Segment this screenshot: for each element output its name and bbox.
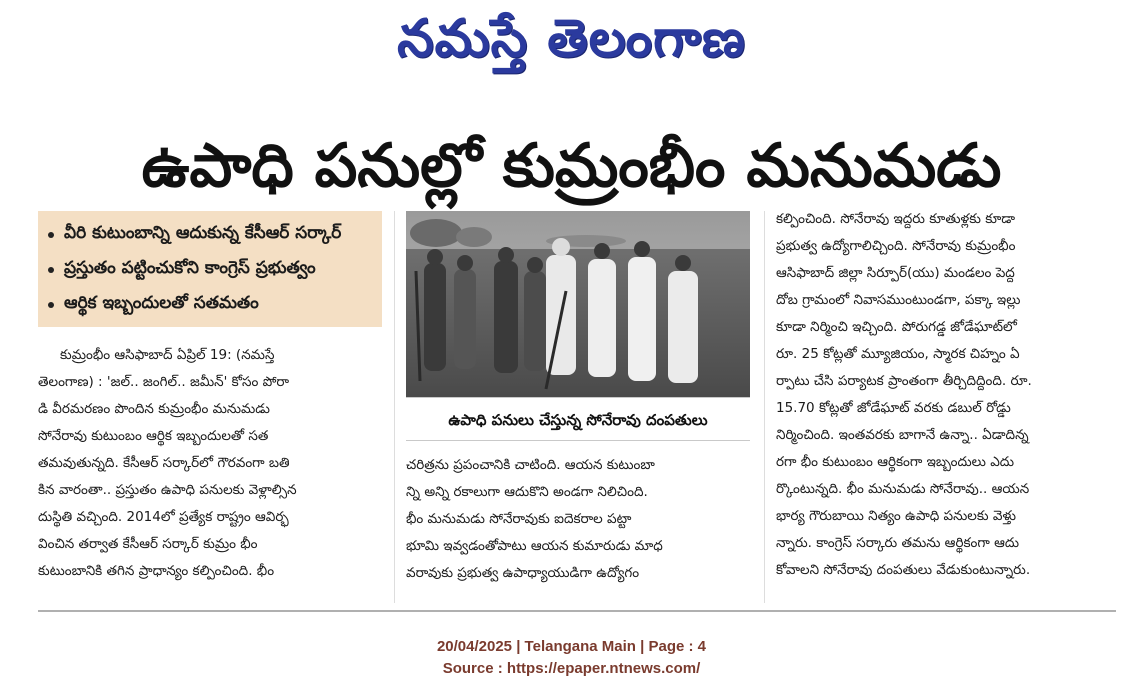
highlight-text: ఆర్థిక ఇబ్బందులతో సతమతం — [64, 292, 259, 313]
text-line: కుమ్రంభీం ఆసిఫాబాద్‌ ఏప్రిల్‌ 19: (నమస్తే — [60, 347, 275, 363]
bottom-rule — [38, 610, 1116, 612]
text-line: న్ని అన్ని రకాలుగా ఆదుకొని అండగా నిలిచింది. — [406, 484, 648, 500]
text-line: చరిత్రను ప్రపంచానికి చాటింది. ఆయన కుటుంబా — [406, 457, 655, 473]
footer-source: Source : https://epaper.ntnews.com/ — [442, 660, 701, 677]
text-line: కోవాలని సోనేరావు దంపతులు వేడుకుంటున్నారు. — [776, 562, 1031, 578]
text-line: నిర్మించింది. ఇంతవరకు బాగానే ఉన్నా.. ఏడాదిన్న — [776, 427, 1029, 443]
article-column-1 — [38, 342, 382, 585]
highlight-item — [48, 217, 374, 252]
masthead — [0, 2, 1143, 80]
text-line: వరావుకు ప్రభుత్వ ఉపాధ్యాయుడిగా ఉద్యోగం — [406, 565, 640, 581]
text-line: ప్రభుత్వ ఉద్యోగాలిచ్చింది. సోనేరావు కుమ్రంభీం — [776, 238, 1016, 254]
highlight-item — [48, 287, 374, 322]
news-photo — [406, 211, 750, 397]
text-line: భీం మనుమడు సోనేరావుకు ఐదెకరాల పట్టా — [406, 511, 632, 527]
text-line: న్నారు. కాంగ్రెస్‌ సర్కారు తమను ఆర్థికంగా ఆదు — [776, 535, 1020, 551]
text-line: కూడా నిర్మించి ఇచ్చింది. పోరుగడ్డ జోడేఘాట్‌లో — [776, 319, 1017, 335]
bullet-icon — [48, 267, 54, 273]
article-column-2 — [406, 452, 750, 587]
text-line: 15.70 కోట్లతో జోడేఘాట్‌ వరకు డబుల్‌ రోడ్డు — [776, 400, 1011, 416]
text-line: ర్కొంటున్నది. భీం మనుమడు సోనేరావు.. ఆయన — [776, 481, 1030, 497]
text-line: ర్పాటు చేసి పర్యాటక ప్రాంతంగా తీర్చిదిద్దింది. రూ. — [776, 373, 1032, 389]
footer — [0, 636, 1143, 680]
caption-rule — [406, 397, 750, 398]
text-line: దోబ గ్రామంలో నివాసముంటుండగా, పక్కా ఇల్లు — [776, 292, 1021, 308]
caption-rule — [406, 440, 750, 441]
footer-date-edition: 20/04/2025 | Telangana Main | Page : 4 — [436, 638, 707, 655]
highlight-item — [48, 252, 374, 287]
text-line: కుటుంబానికి తగిన ప్రాధాన్యం కల్పించింది. భీం — [38, 563, 275, 579]
bullet-icon — [48, 302, 54, 308]
bullet-icon — [48, 232, 54, 238]
text-line: కిన వారంతా.. ప్రస్తుతం ఉపాధి పనులకు వెళ్లాల్సిన — [38, 482, 297, 498]
text-line: డి వీరమరణం పొందిన కుమ్రంభీం మనుమడు — [38, 401, 270, 417]
article-column-3 — [776, 206, 1116, 584]
highlights-box — [38, 211, 382, 327]
text-line: సోనేరావు కుటుంబం ఆర్థిక ఇబ్బందులతో సత — [38, 428, 269, 444]
newspaper-logo: నమస్తే తెలంగాణ — [397, 8, 746, 69]
photo-caption: ఉపాధి పనులు చేస్తున్న సోనేరావు దంపతులు — [448, 411, 708, 429]
text-line: రూ. 25 కోట్లతో మ్యూజియం, స్మారక చిహ్నం ఏ — [776, 346, 1020, 362]
headline: ఉపాధి పనుల్లో కుమ్రంభీం మనుమడు — [141, 131, 1002, 201]
text-line: తమవుతున్నది. కేసీఆర్‌ సర్కార్‌లో గౌరవంగా బతి — [38, 455, 290, 471]
text-line: దుస్థితి వచ్చింది. 2014లో ప్రత్యేక రాష్ట్రం ఆవిర్భ — [38, 509, 289, 525]
column-divider — [394, 211, 395, 603]
text-line: భార్య గౌరుబాయి నిత్యం ఉపాధి పనులకు వెళ్తు — [776, 508, 1016, 524]
text-line: వించిన తర్వాత కేసీఆర్‌ సర్కార్‌ కుమ్రం భీం — [38, 536, 258, 552]
column-divider — [764, 211, 765, 603]
text-line: కల్పించింది. సోనేరావు ఇద్దరు కూతుళ్లకు కూడా — [776, 211, 1016, 227]
text-line: భూమి ఇవ్వడంతోపాటు ఆయన కుమారుడు మాధ — [406, 538, 663, 554]
highlight-text: వీరి కుటుంబాన్ని ఆదుకున్న కేసీఆర్‌ సర్కార్‌ — [64, 222, 342, 243]
text-line: ఆసిఫాబాద్‌ జిల్లా సిర్పూర్‌(యు) మండలం పెద్ద — [776, 265, 1015, 281]
text-line: తెలంగాణ) : 'జల్‌.. జంగిల్‌.. జమీన్‌' కోసం పోరా — [38, 374, 290, 390]
text-line: రగా భీం కుటుంబం ఆర్థికంగా ఇబ్బందులు ఎదు — [776, 454, 1015, 470]
highlight-text: ప్రస్తుతం పట్టించుకోని కాంగ్రెస్‌ ప్రభుత్వం — [64, 257, 316, 278]
